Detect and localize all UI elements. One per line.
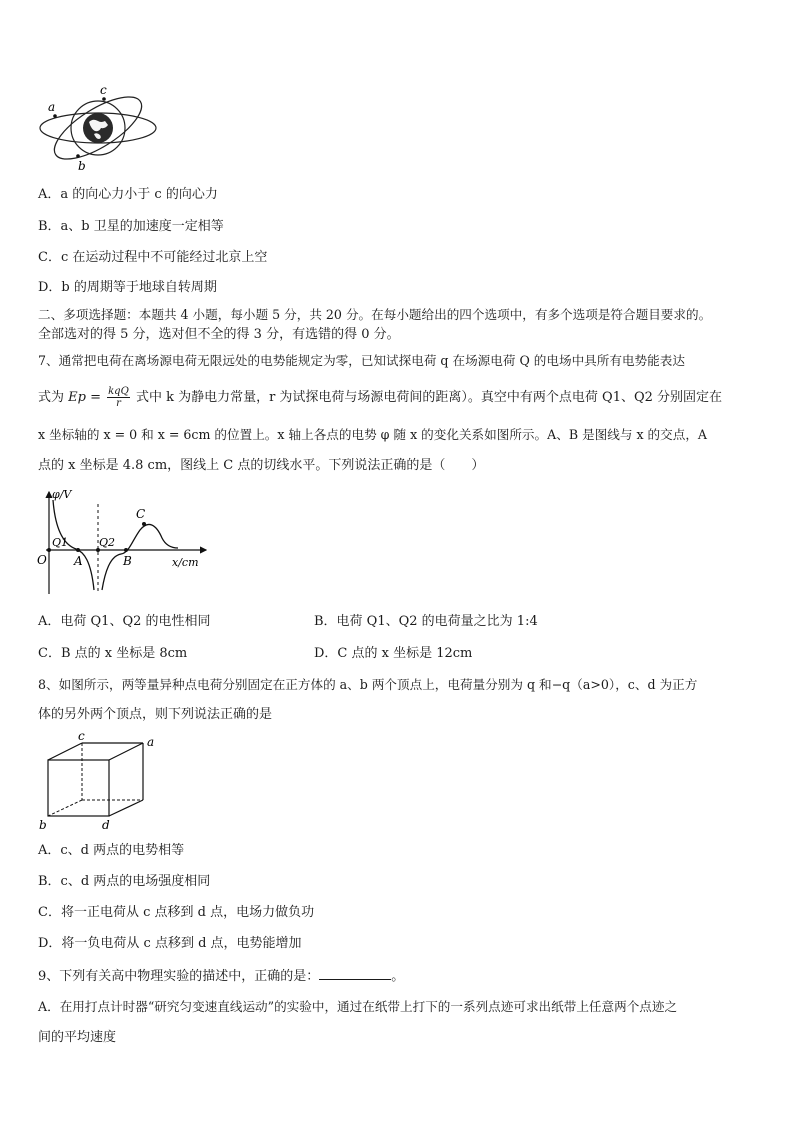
q7-stem-line4: 点的 x 坐标是 4.8 cm，图线上 C 点的切线水平。下列说法正确的是（ ）: [38, 458, 485, 473]
b-label: B: [123, 554, 132, 568]
point-C: [142, 522, 146, 526]
label-b: b: [78, 159, 86, 173]
cube-label-b: b: [39, 818, 47, 832]
y-axis-label: φ/V: [52, 488, 72, 501]
q7-option-c: C．B 点的 x 坐标是 8cm: [38, 646, 188, 661]
q7-option-d: D．C 点的 x 坐标是 12cm: [314, 646, 473, 661]
point-B: [124, 548, 128, 552]
q7-stem-line3: x 坐标轴的 x = 0 和 x = 6cm 的位置上。x 轴上各点的电势 φ 随 x 的变化关系如图所示。A、B 是图线与 x 的交点，A: [38, 427, 708, 442]
cube-front-face: [48, 760, 109, 816]
q7-formula-denominator: r: [116, 398, 121, 409]
q7-formula-lhs: Ep =: [68, 390, 106, 405]
cube-edge: [48, 743, 82, 760]
section2-instructions-line1: 二、多项选择题：本题共 4 小题，每小题 5 分，共 20 分。在每小题给出的四个选项中，有多个选项是符合题目要求的。: [38, 307, 712, 322]
satellite-a-dot: [53, 114, 57, 118]
q9-stem: [38, 967, 404, 986]
q9-answer-blank: [319, 967, 391, 980]
cube-label-c: c: [78, 730, 85, 743]
cube-label-a: a: [147, 735, 155, 749]
q8-option-d: D．将一负电荷从 c 点移到 d 点，电势能增加: [38, 936, 302, 951]
q6-option-b: B．a、b 卫星的加速度一定相等: [38, 219, 224, 234]
q8-stem-line2: 体的另外两个顶点，则下列说法正确的是: [38, 707, 273, 722]
q8-option-c: C．将一正电荷从 c 点移到 d 点，电场力做负功: [38, 905, 315, 920]
cube-edge: [109, 743, 143, 760]
q1-label: Q1: [52, 536, 69, 549]
q7-stem-line1: 7、通常把电荷在离场源电荷无限远处的电势能规定为零，已知试探电荷 q 在场源电荷 Q 的电场中具所有电势能表达: [38, 353, 685, 368]
q7-formula-fraction: [107, 386, 130, 409]
origin-label: O: [37, 553, 47, 567]
potential-graph: [36, 486, 216, 598]
q7-stem-line2: [38, 386, 722, 409]
section2-instructions-line2: 全部选对的得 5 分，选对但不全的得 3 分，有选错的得 0 分。: [38, 327, 400, 342]
q7-option-a: A．电荷 Q1、Q2 的电性相同: [38, 614, 211, 629]
q7-formula-numerator: kqQ: [108, 386, 129, 397]
point-Q1: [47, 548, 51, 552]
q9-option-a-line1: A．在用打点计时器“研究匀变速直线运动”的实验中，通过在纸带上打下的一系列点迹可求出纸带上任意两个点迹之: [38, 999, 678, 1014]
q6-option-a: A．a 的向心力小于 c 的向心力: [38, 187, 218, 202]
a-label: A: [74, 554, 83, 568]
q7-line2-prefix: 式为: [38, 390, 65, 405]
cube-figure: [36, 730, 166, 834]
satellite-c-dot: [102, 97, 106, 101]
q6-option-c: C．c 在运动过程中不可能经过北京上空: [38, 250, 268, 265]
q6-option-d: D．b 的周期等于地球自转周期: [38, 280, 217, 295]
cube-edge: [109, 800, 143, 816]
q8-option-a: A．c、d 两点的电势相等: [38, 843, 185, 858]
cube-label-d: d: [102, 818, 110, 832]
q2-label: Q2: [99, 536, 116, 549]
q9-stem-end: 。: [391, 969, 405, 984]
q7-option-b: B．电荷 Q1、Q2 的电荷量之比为 1:4: [314, 614, 538, 629]
q7-line2-suffix: 式中 k 为静电力常量，r 为试探电荷与场源电荷间的距离）。真空中有两个点电荷 Q1、Q2 分别固定在: [135, 390, 723, 405]
satellite-b-dot: [76, 154, 80, 158]
label-c: c: [100, 84, 107, 97]
q8-stem-line1: 8、如图所示，两等量异种点电荷分别固定在正方体的 a、b 两个顶点上，电荷量分别为 q 和−q（a>0），c、d 为正方: [38, 677, 698, 692]
q9-stem-text: 9、下列有关高中物理实验的描述中，正确的是：: [38, 969, 320, 984]
cube-hidden-edge: [48, 800, 82, 816]
point-A: [76, 548, 80, 552]
potential-curve-right: [102, 524, 178, 590]
satellite-orbit-figure: [36, 84, 166, 174]
x-axis-label: x/cm: [172, 556, 199, 569]
label-a: a: [48, 100, 56, 114]
q8-option-b: B．c、d 两点的电场强度相同: [38, 874, 211, 889]
c-label: C: [136, 507, 146, 521]
q9-option-a-line2: 间的平均速度: [38, 1030, 117, 1045]
